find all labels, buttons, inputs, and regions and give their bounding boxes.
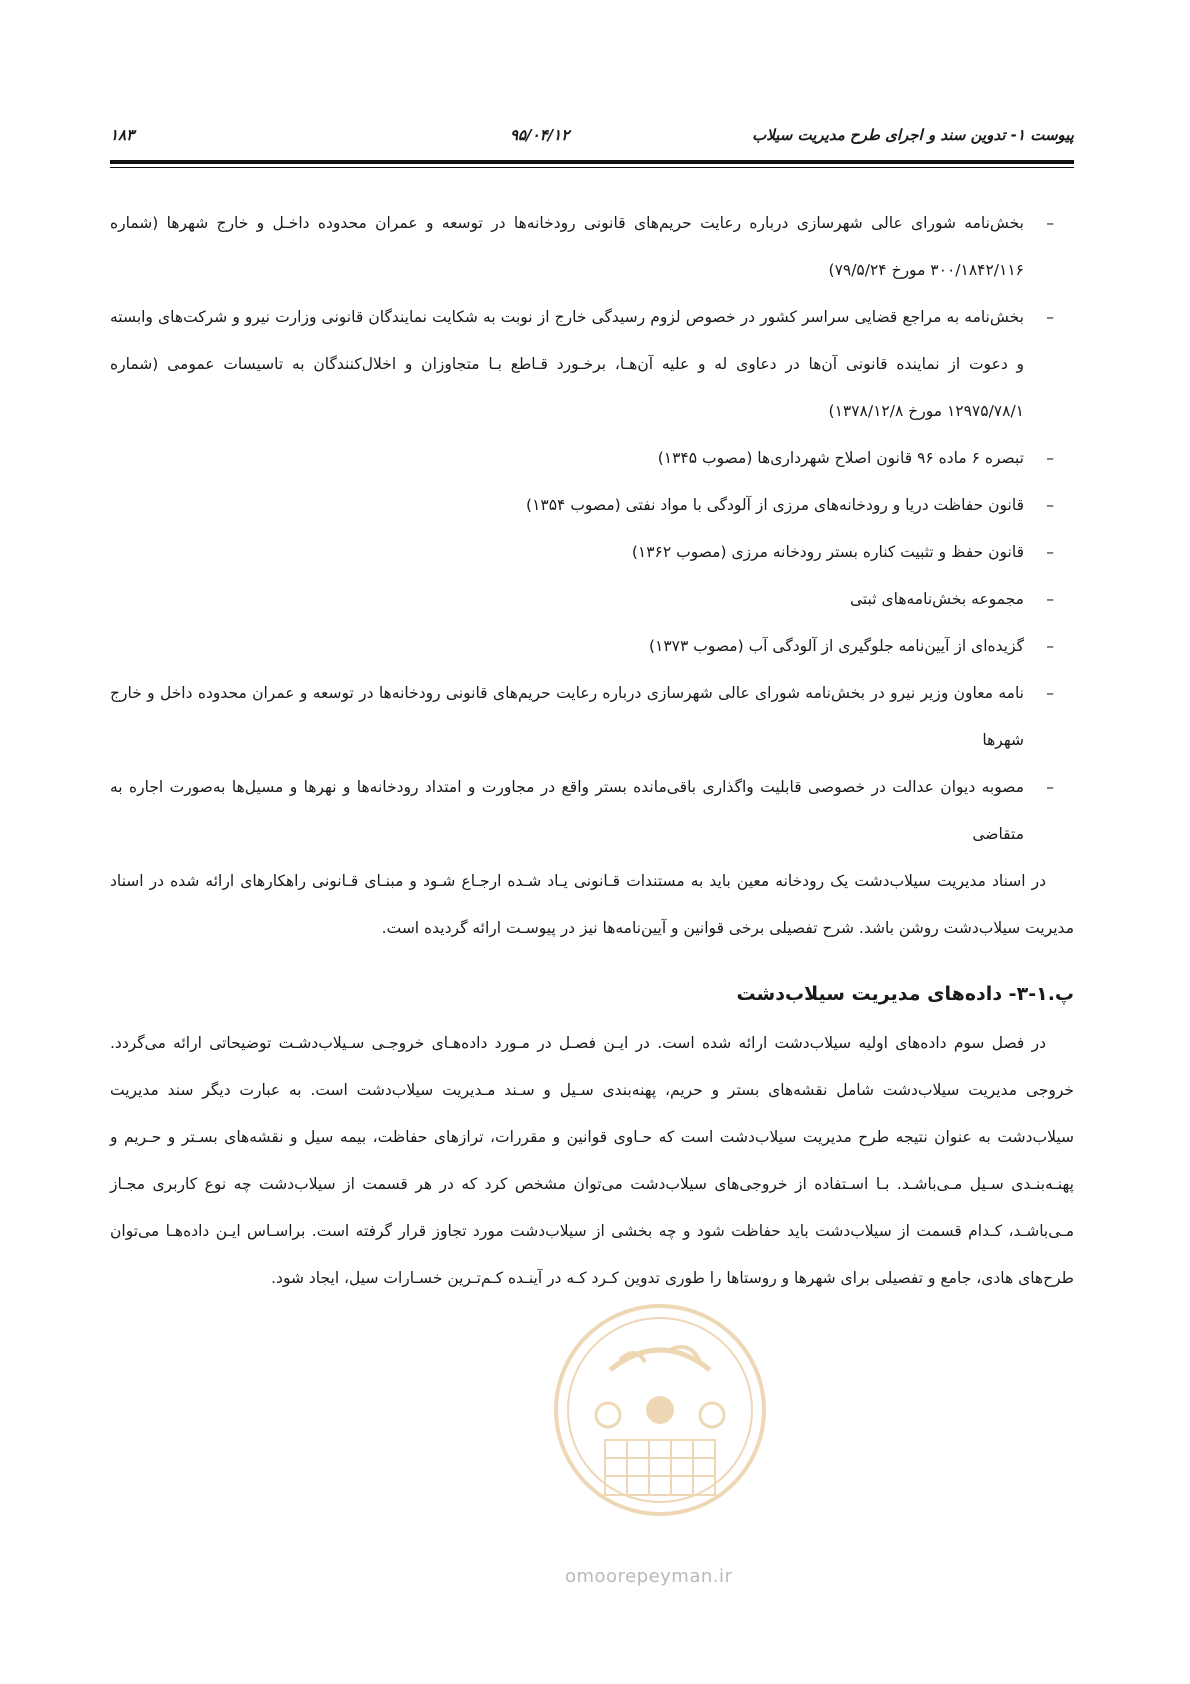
list-item bbox=[110, 200, 1074, 294]
list-item bbox=[110, 294, 1074, 435]
dash-bullet: – bbox=[1046, 449, 1054, 467]
section-heading: پ.۱-۳- داده‌های مدیریت سیلاب‌دشت bbox=[736, 983, 1074, 1005]
paragraph-floodplain-data: در فصل سوم داده‌های اولیه سیلاب‌دشت ارائه شده است. در ایـن فصـل در مـورد داده‌هـای خروجـی سـیلاب‌دشـت توضیحاتی ارائه می‌گردد. خروجی مدیریت سیلاب‌دشت شامل نقشه‌های بستر و حریم، پهنه‌بندی سـیل و سـند مـدیریت سیلاب‌دشت است. به عبارت دیگر سند مدیریت سیلاب‌دشت به عنوان نتیجه طرح مدیریت سیلاب‌دشت است که حـاوی قوانین و مقررات، ترازهای حفاظت، بیمه سیل و نقشه‌های بسـتر و حـریم و پهنـه‌بنـدی سـیل مـی‌باشـد. بـا اسـتفاده از خروجی‌های سیلاب‌دشت می‌توان مشخص کرد که در هر قسمت از سیلاب‌دشت چه نوع کاربری مجـاز مـی‌باشـد، کـدام قسمت از سیلاب‌دشت باید حفاظت شود و چه بخشی از سیلاب‌دشت مورد تجاوز قرار گرفته است. براسـاس ایـن داده‌هـا می‌توان طرح‌های هادی، جامع و تفصیلی برای شهرها و روستاها را طوری تدوین کـرد کـه در آینـده کـم‌تـرین خسـارات سیل، ایجاد شود. bbox=[110, 1034, 1074, 1287]
dash-bullet: – bbox=[1046, 214, 1054, 232]
list-item-text: بخش‌نامه شورای عالی شهرسازی درباره رعایت حریم‌های قانونی رودخانه‌ها در توسعه و عمران محدوده داخـل و خارج شهرها (شماره ۳۰۰/۱۸۴۲/۱۱۶ مورخ ۷۹/۵/۲۴) bbox=[110, 214, 1024, 279]
list-item-text: قانون حفظ و تثبیت کناره بستر رودخانه مرزی (مصوب ۱۳۶۲) bbox=[631, 543, 1024, 561]
list-item-text: قانون حفاظت دریا و رودخانه‌های مرزی از آلودگی با مواد نفتی (مصوب ۱۳۵۴) bbox=[526, 496, 1024, 514]
header-rule-thin bbox=[110, 167, 1074, 168]
list-item bbox=[110, 623, 1074, 670]
list-item-text: گزیده‌ای از آیین‌نامه جلوگیری از آلودگی آب (مصوب ۱۳۷۳) bbox=[648, 637, 1024, 655]
regulation-list bbox=[110, 200, 1074, 858]
dash-bullet: – bbox=[1046, 496, 1054, 514]
list-item bbox=[110, 529, 1074, 576]
header-date: ۹۵/۰۴/۱۲ bbox=[510, 126, 570, 144]
list-item bbox=[110, 576, 1074, 623]
document-page bbox=[110, 0, 1074, 1684]
page-header bbox=[110, 126, 1074, 154]
list-item-text: بخش‌نامه به مراجع قضایی سراسر کشور در خصوص لزوم رسیدگی خارج از نوبت به شکایت نمایندگان قانونی وزارت نیرو و شرکت‌های وابسته و دعوت از نماینده قانونی آن‌ها در دعاوی له و علیه آن‌هـا، برخـورد قـاطع بـا متجاوزان و اخلال‌کنندگان به تاسیسات عمومی (شماره ۱۲۹۷۵/۷۸/۱ مورخ ۱۳۷۸/۱۲/۸) bbox=[110, 308, 1024, 420]
paragraph-legal-basis: در اسناد مدیریت سیلاب‌دشت یک رودخانه معین باید به مستندات قـانونی یـاد شـده ارجـاع شـود و مبنـای قـانونی راهکارهای ارائه شده در اسناد مدیریت سیلاب‌دشت روشن باشد. شرح تفصیلی برخی قوانین و آیین‌نامه‌ها نیز در پیوسـت ارائه گردیده است. bbox=[110, 872, 1074, 937]
list-item-text: مصوبه دیوان عدالت در خصوصی قابلیت واگذاری باقی‌مانده بستر واقع در مجاورت و امتداد رودخانه‌ها و نهرها و مسیل‌ها به‌صورت اجاره به متقاضی bbox=[110, 778, 1024, 843]
dash-bullet: – bbox=[1046, 543, 1054, 561]
list-item bbox=[110, 482, 1074, 529]
dash-bullet: – bbox=[1046, 308, 1054, 326]
header-rule-thick bbox=[110, 160, 1074, 164]
main-content bbox=[110, 200, 1074, 1302]
header-title: پیوست ۱- تدوین سند و اجرای طرح مدیریت سیلاب bbox=[752, 126, 1074, 144]
watermark-seal-icon bbox=[550, 1300, 770, 1520]
list-item bbox=[110, 435, 1074, 482]
list-item bbox=[110, 670, 1074, 764]
dash-bullet: – bbox=[1046, 778, 1054, 796]
watermark-site: omoorepeyman.ir bbox=[565, 1566, 733, 1587]
page-number: ۱۸۳ bbox=[110, 126, 135, 144]
list-item bbox=[110, 764, 1074, 858]
dash-bullet: – bbox=[1046, 637, 1054, 655]
list-item-text: مجموعه بخش‌نامه‌های ثبتی bbox=[849, 590, 1024, 608]
list-item-text: تبصره ۶ ماده ۹۶ قانون اصلاح شهرداری‌ها (مصوب ۱۳۴۵) bbox=[657, 449, 1024, 467]
dash-bullet: – bbox=[1046, 684, 1054, 702]
dash-bullet: – bbox=[1046, 590, 1054, 608]
list-item-text: نامه معاون وزیر نیرو در بخش‌نامه شورای عالی شهرسازی درباره رعایت حریم‌های قانونی رودخانه‌ها در توسعه و عمران محدوده داخل و خارج شهرها bbox=[110, 684, 1024, 749]
